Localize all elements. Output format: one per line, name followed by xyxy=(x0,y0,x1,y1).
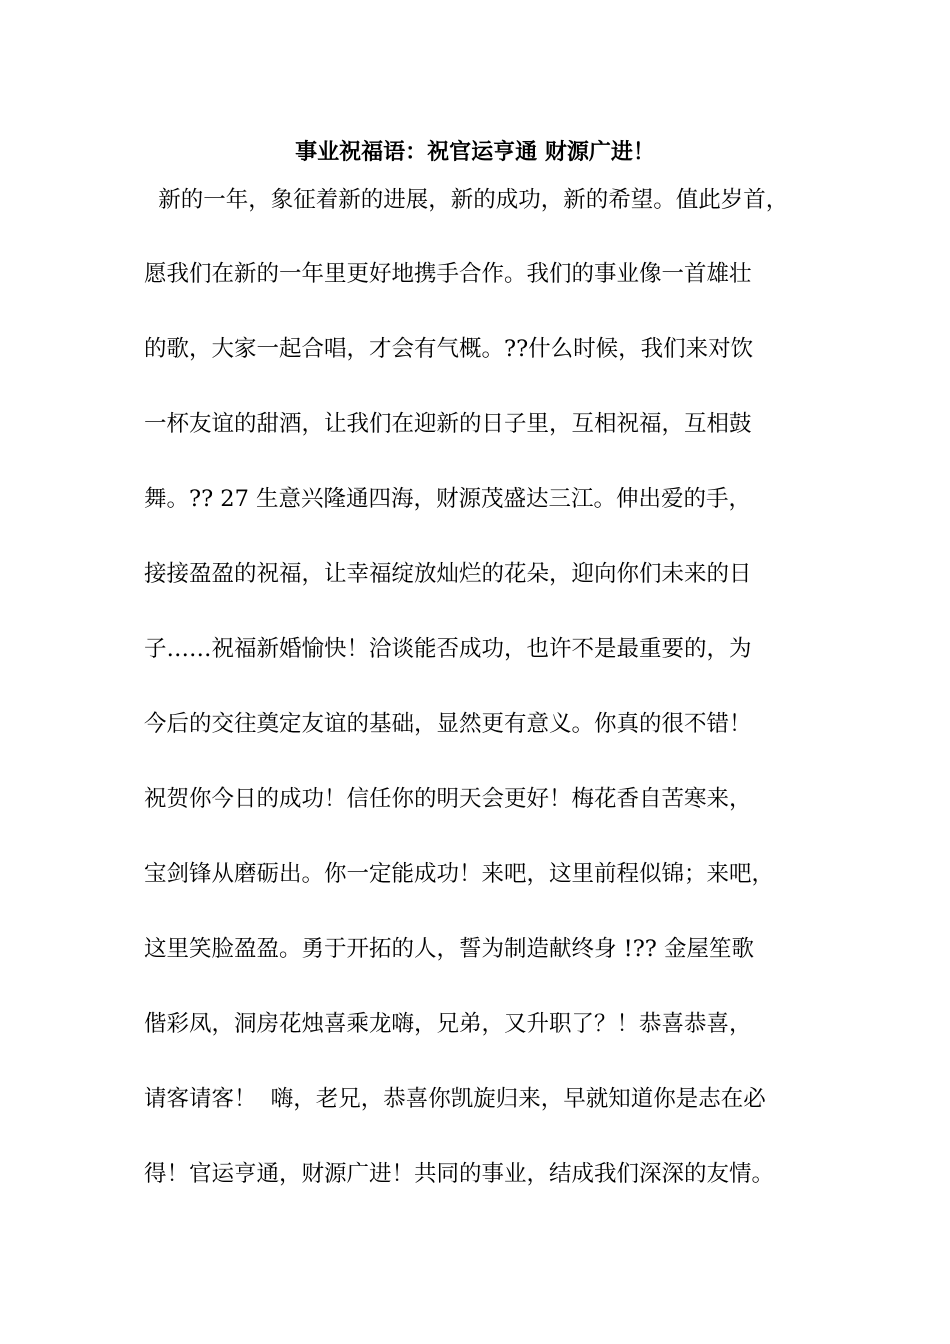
paragraph-line: 今后的交往奠定友谊的基础，显然更有意义。你真的很不错！ xyxy=(144,711,752,737)
paragraph-line: 接接盈盈的祝福，让幸福绽放灿烂的花朵，迎向你们未来的日 xyxy=(144,561,752,587)
paragraph-line: 舞。?? 27 生意兴隆通四海，财源茂盛达三江。伸出爱的手， xyxy=(144,486,752,512)
paragraph-line: 的歌，大家一起合唱，才会有气概。??什么时候，我们来对饮 xyxy=(144,336,754,362)
paragraph-line: 愿我们在新的一年里更好地携手合作。我们的事业像一首雄壮 xyxy=(144,261,752,287)
paragraph-line: 子……祝福新婚愉快！洽谈能否成功，也许不是最重要的，为 xyxy=(144,636,752,662)
paragraph-line: 一杯友谊的甜酒，让我们在迎新的日子里，互相祝福，互相鼓 xyxy=(144,411,752,437)
paragraph-line: 宝剑锋从磨砺出。你一定能成功！来吧，这里前程似锦；来吧， xyxy=(144,861,775,887)
paragraph-line: 得！官运亨通，财源广进！共同的事业，结成我们深深的友情。 xyxy=(144,1161,775,1187)
page-title: 事业祝福语：祝官运亨通 财源广进！ xyxy=(295,140,655,165)
paragraph-line: 请客请客！ 嗨，老兄，恭喜你凯旋归来，早就知道你是志在必 xyxy=(144,1086,766,1112)
paragraph-line: 偕彩凤，洞房花烛喜乘龙嗨，兄弟，又升职了？！恭喜恭喜， xyxy=(144,1011,752,1037)
paragraph-line: 新的一年，象征着新的进展，新的成功，新的希望。值此岁首， xyxy=(144,187,789,213)
paragraph-line: 这里笑脸盈盈。勇于开拓的人，誓为制造献终身 !?? 金屋笙歌 xyxy=(144,936,754,962)
paragraph-line: 祝贺你今日的成功！信任你的明天会更好！梅花香自苦寒来， xyxy=(144,786,752,812)
